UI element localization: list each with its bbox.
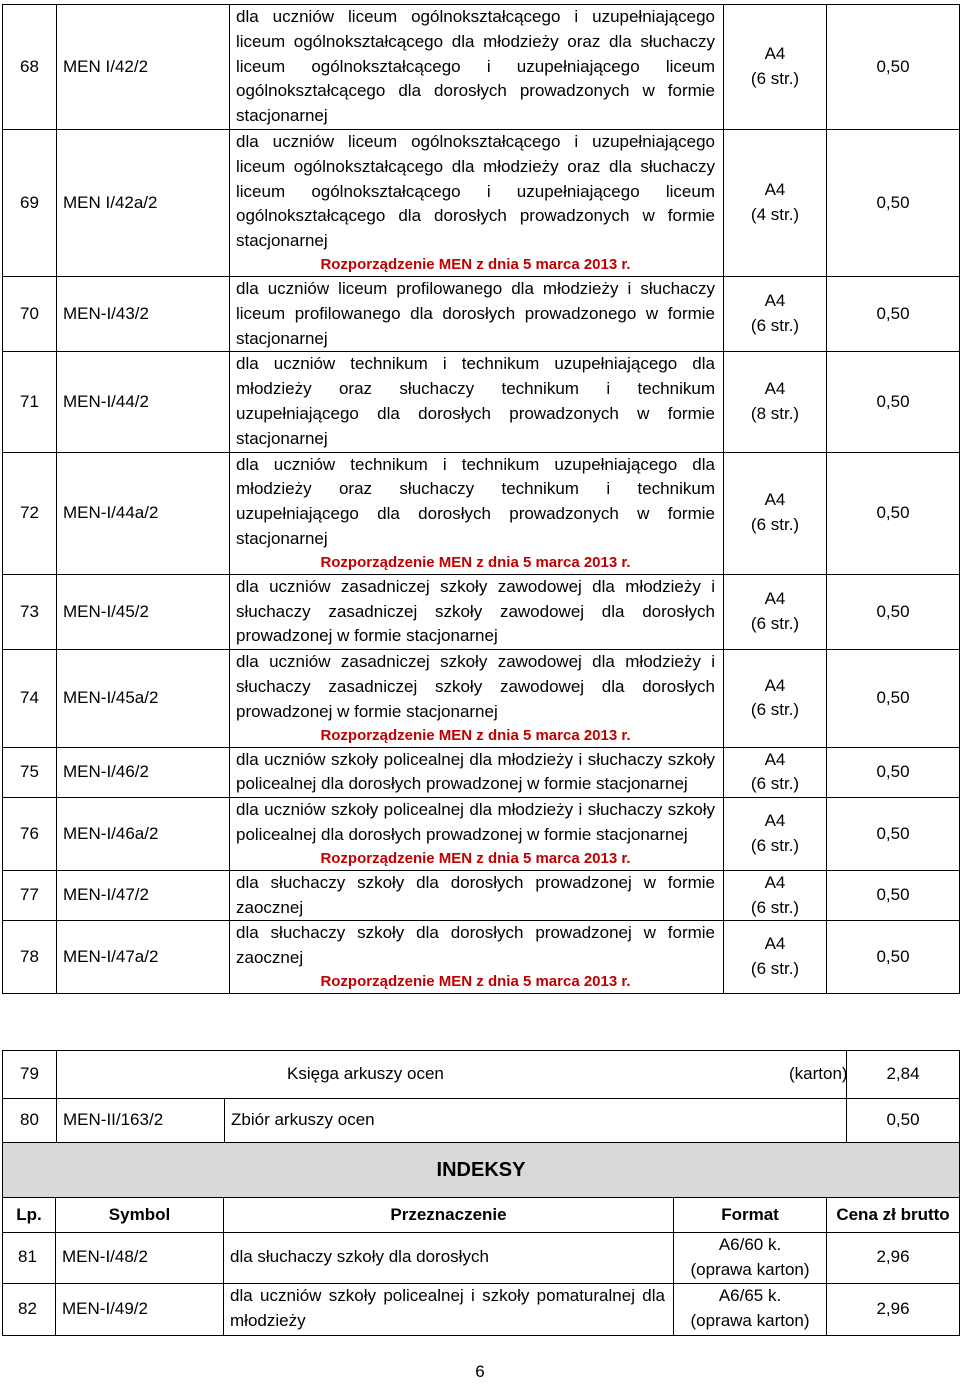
description-text: dla uczniów zasadniczej szkoły zawodowej dla młodzieży i słuchaczy zasadniczej szkoły zawodowej dla dorosłych prowadzonej w formie stacjonarnej xyxy=(236,576,715,646)
format-size: A6/65 k. xyxy=(718,1286,782,1306)
row-number: 70 xyxy=(3,276,57,351)
row-symbol: MEN I/42/2 xyxy=(57,5,230,130)
row-symbol: MEN-I/45a/2 xyxy=(57,650,230,747)
regulation-note: Rozporządzenie MEN z dnia 5 marca 2013 r. xyxy=(320,255,631,273)
description-text: dla uczniów liceum ogólnokształcącego i uzupełniającego liceum ogólnokształcącego dla młodzieży oraz dla słuchaczy liceum ogólnokształcącego i uzupełniającego liceum ogólnokształcącego dla dorosłych prowadzonych w formie stacjonarnej xyxy=(236,131,715,251)
format-pages: (6 str.) xyxy=(750,959,800,979)
table-row xyxy=(3,1233,960,1284)
format-size: A4 xyxy=(764,811,786,831)
row-format xyxy=(724,352,827,452)
header-purpose: Przeznaczenie xyxy=(224,1198,674,1233)
row-number: 78 xyxy=(3,921,57,994)
row-price: 0,50 xyxy=(827,5,960,130)
table-row xyxy=(3,352,960,452)
format-pages: (6 str.) xyxy=(750,68,800,88)
row-price: 2,96 xyxy=(827,1233,960,1284)
table-row xyxy=(3,1283,960,1335)
row-price: 0,50 xyxy=(827,129,960,276)
format-size: A4 xyxy=(764,675,786,695)
regulation-note: Rozporządzenie MEN z dnia 5 marca 2013 r. xyxy=(320,553,631,571)
row-format: (karton) xyxy=(789,1064,848,1084)
format-pages: (6 str.) xyxy=(750,700,800,720)
row-symbol: MEN-I/47/2 xyxy=(57,870,230,921)
row-symbol: MEN-I/49/2 xyxy=(56,1283,224,1335)
format-pages: (6 str.) xyxy=(750,613,800,633)
row-format xyxy=(724,921,827,994)
table-row xyxy=(3,276,960,351)
description-text: dla słuchaczy szkoły dla dorosłych prowadzonej w formie zaocznej xyxy=(236,923,715,968)
format-size: A4 xyxy=(764,180,786,200)
header-price: Cena zł brutto xyxy=(827,1198,960,1233)
page-number: 6 xyxy=(475,1362,485,1381)
format-size: A4 xyxy=(764,934,786,954)
description-text: dla uczniów szkoły policealnej dla młodzieży i słuchaczy szkoły policealnej dla dorosłych prowadzonej w formie stacjonarnej xyxy=(236,749,715,794)
row-number: 82 xyxy=(3,1283,56,1335)
row-number: 73 xyxy=(3,574,57,649)
format-size: A6/60 k. xyxy=(718,1235,782,1254)
table-row xyxy=(3,747,960,798)
description-text: dla słuchaczy szkoły dla dorosłych prowadzonej w formie zaocznej xyxy=(236,872,715,917)
row-description xyxy=(230,747,724,798)
format-size: A4 xyxy=(764,291,786,311)
table-row xyxy=(3,798,960,871)
description-text: dla uczniów liceum profilowanego dla młodzieży i słuchaczy liceum profilowanego dla dorosłych prowadzonego w formie stacjonarnej xyxy=(236,278,715,348)
row-price: 2,84 xyxy=(847,1051,960,1099)
row-description xyxy=(230,352,724,452)
row-format xyxy=(724,129,827,276)
row-number: 76 xyxy=(3,798,57,871)
row-number: 80 xyxy=(3,1099,57,1143)
row-symbol: MEN-I/45/2 xyxy=(57,574,230,649)
row-format xyxy=(724,798,827,871)
row-price: 0,50 xyxy=(827,870,960,921)
row-description xyxy=(230,798,724,871)
table-row xyxy=(3,921,960,994)
row-symbol: MEN-I/44/2 xyxy=(57,352,230,452)
description-text: dla uczniów liceum ogólnokształcącego i uzupełniającego liceum ogólnokształcącego dla młodzieży oraz dla słuchaczy liceum ogólnokształcącego i uzupełniającego liceum ogólnokształcącego dla dorosłych prowadzonych w formie stacjonarnej xyxy=(236,7,715,126)
regulation-note: Rozporządzenie MEN z dnia 5 marca 2013 r. xyxy=(320,849,631,867)
table-row xyxy=(3,452,960,574)
row-format xyxy=(724,747,827,798)
row-format xyxy=(724,452,827,574)
table-row xyxy=(3,1099,960,1143)
row-number: 71 xyxy=(3,352,57,452)
row-description xyxy=(230,921,724,994)
format-pages: (8 str.) xyxy=(750,403,800,423)
format-pages: (6 str.) xyxy=(750,835,800,855)
format-pages: (6 str.) xyxy=(750,316,800,336)
table-row xyxy=(3,650,960,747)
format-size: A4 xyxy=(764,589,786,609)
column-header-row xyxy=(3,1198,960,1233)
row-description xyxy=(230,5,724,130)
row-description: dla uczniów szkoły policealnej i szkoły pomaturalnej dla młodzieży xyxy=(224,1283,674,1335)
format-size: A4 xyxy=(764,490,786,510)
row-price: 0,50 xyxy=(827,574,960,649)
description-text: dla uczniów technikum i technikum uzupełniającego dla młodzieży oraz słuchaczy technikum i technikum uzupełniającego dla dorosłych prowadzonych w formie stacjonarnej xyxy=(236,454,715,548)
table-row xyxy=(3,870,960,921)
header-symbol: Symbol xyxy=(56,1198,224,1233)
row-description xyxy=(230,574,724,649)
row-description: dla słuchaczy szkoły dla dorosłych xyxy=(224,1233,674,1284)
header-format: Format xyxy=(674,1198,827,1233)
format-size: A4 xyxy=(764,872,786,892)
description-text: dla uczniów szkoły policealnej dla młodzieży i słuchaczy szkoły policealnej dla dorosłych prowadzonej w formie stacjonarnej xyxy=(236,800,715,844)
row-description xyxy=(230,452,724,574)
row-symbol: MEN-I/44a/2 xyxy=(57,452,230,574)
format-size: A4 xyxy=(764,379,786,399)
description-text: dla uczniów technikum i technikum uzupełniającego dla młodzieży oraz słuchaczy technikum i technikum uzupełniającego dla dorosłych prowadzonych w formie stacjonarnej xyxy=(236,354,715,448)
row-format xyxy=(674,1233,827,1284)
section-title: INDEKSY xyxy=(3,1143,960,1198)
row-symbol: MEN-I/46a/2 xyxy=(57,798,230,871)
format-binding: (oprawa karton) xyxy=(690,1311,810,1331)
row-number: 79 xyxy=(3,1051,57,1099)
row-number: 69 xyxy=(3,129,57,276)
row-number: 72 xyxy=(3,452,57,574)
row-format xyxy=(724,5,827,130)
row-price: 2,96 xyxy=(827,1283,960,1335)
row-symbol: MEN-I/46/2 xyxy=(57,747,230,798)
row-price: 0,50 xyxy=(827,798,960,871)
row-description xyxy=(230,276,724,351)
table-row xyxy=(3,1051,960,1099)
row-number: 74 xyxy=(3,650,57,747)
format-size: A4 xyxy=(764,44,786,64)
regulation-note: Rozporządzenie MEN z dnia 5 marca 2013 r. xyxy=(320,726,631,744)
format-binding: (oprawa karton) xyxy=(690,1259,810,1279)
format-pages: (6 str.) xyxy=(750,774,800,794)
row-number: 75 xyxy=(3,747,57,798)
row-format xyxy=(724,276,827,351)
row-price: 0,50 xyxy=(827,276,960,351)
row-price: 0,50 xyxy=(827,452,960,574)
format-size: A4 xyxy=(764,749,786,769)
format-pages: (4 str.) xyxy=(750,204,800,224)
regulation-note: Rozporządzenie MEN z dnia 5 marca 2013 r. xyxy=(320,972,631,990)
row-symbol: MEN-I/48/2 xyxy=(56,1233,224,1284)
header-no: Lp. xyxy=(3,1198,56,1233)
row-price: 0,50 xyxy=(827,747,960,798)
table-row xyxy=(3,129,960,276)
table-row xyxy=(3,574,960,649)
row-symbol: MEN-I/47a/2 xyxy=(57,921,230,994)
row-format xyxy=(724,574,827,649)
row-format xyxy=(724,650,827,747)
misc-table xyxy=(2,1050,960,1099)
row-name: Zbiór arkuszy ocen xyxy=(225,1099,847,1143)
row-name xyxy=(57,1051,847,1099)
row-number: 77 xyxy=(3,870,57,921)
row-price: 0,50 xyxy=(827,650,960,747)
row-symbol: MEN-I/43/2 xyxy=(57,276,230,351)
format-pages: (6 str.) xyxy=(750,515,800,535)
row-number: 68 xyxy=(3,5,57,130)
row-symbol: MEN I/42a/2 xyxy=(57,129,230,276)
row-price: 0,50 xyxy=(827,352,960,452)
row-symbol: MEN-II/163/2 xyxy=(57,1099,225,1143)
index-table xyxy=(2,1142,960,1336)
row-price: 0,50 xyxy=(827,921,960,994)
table-row xyxy=(3,5,960,130)
row-description xyxy=(230,870,724,921)
row-format xyxy=(674,1283,827,1335)
forms-table xyxy=(2,4,960,994)
misc-table-2 xyxy=(2,1098,960,1143)
section-header-row xyxy=(3,1143,960,1198)
description-text: dla uczniów zasadniczej szkoły zawodowej dla młodzieży i słuchaczy zasadniczej szkoły zawodowej dla dorosłych prowadzonej w formie stacjonarnej xyxy=(236,652,715,721)
row-name-text: Księga arkuszy ocen xyxy=(287,1064,444,1084)
format-pages: (6 str.) xyxy=(750,897,800,917)
row-number: 81 xyxy=(3,1233,56,1284)
row-format xyxy=(724,870,827,921)
row-description xyxy=(230,650,724,747)
row-price: 0,50 xyxy=(847,1099,960,1143)
row-description xyxy=(230,129,724,276)
